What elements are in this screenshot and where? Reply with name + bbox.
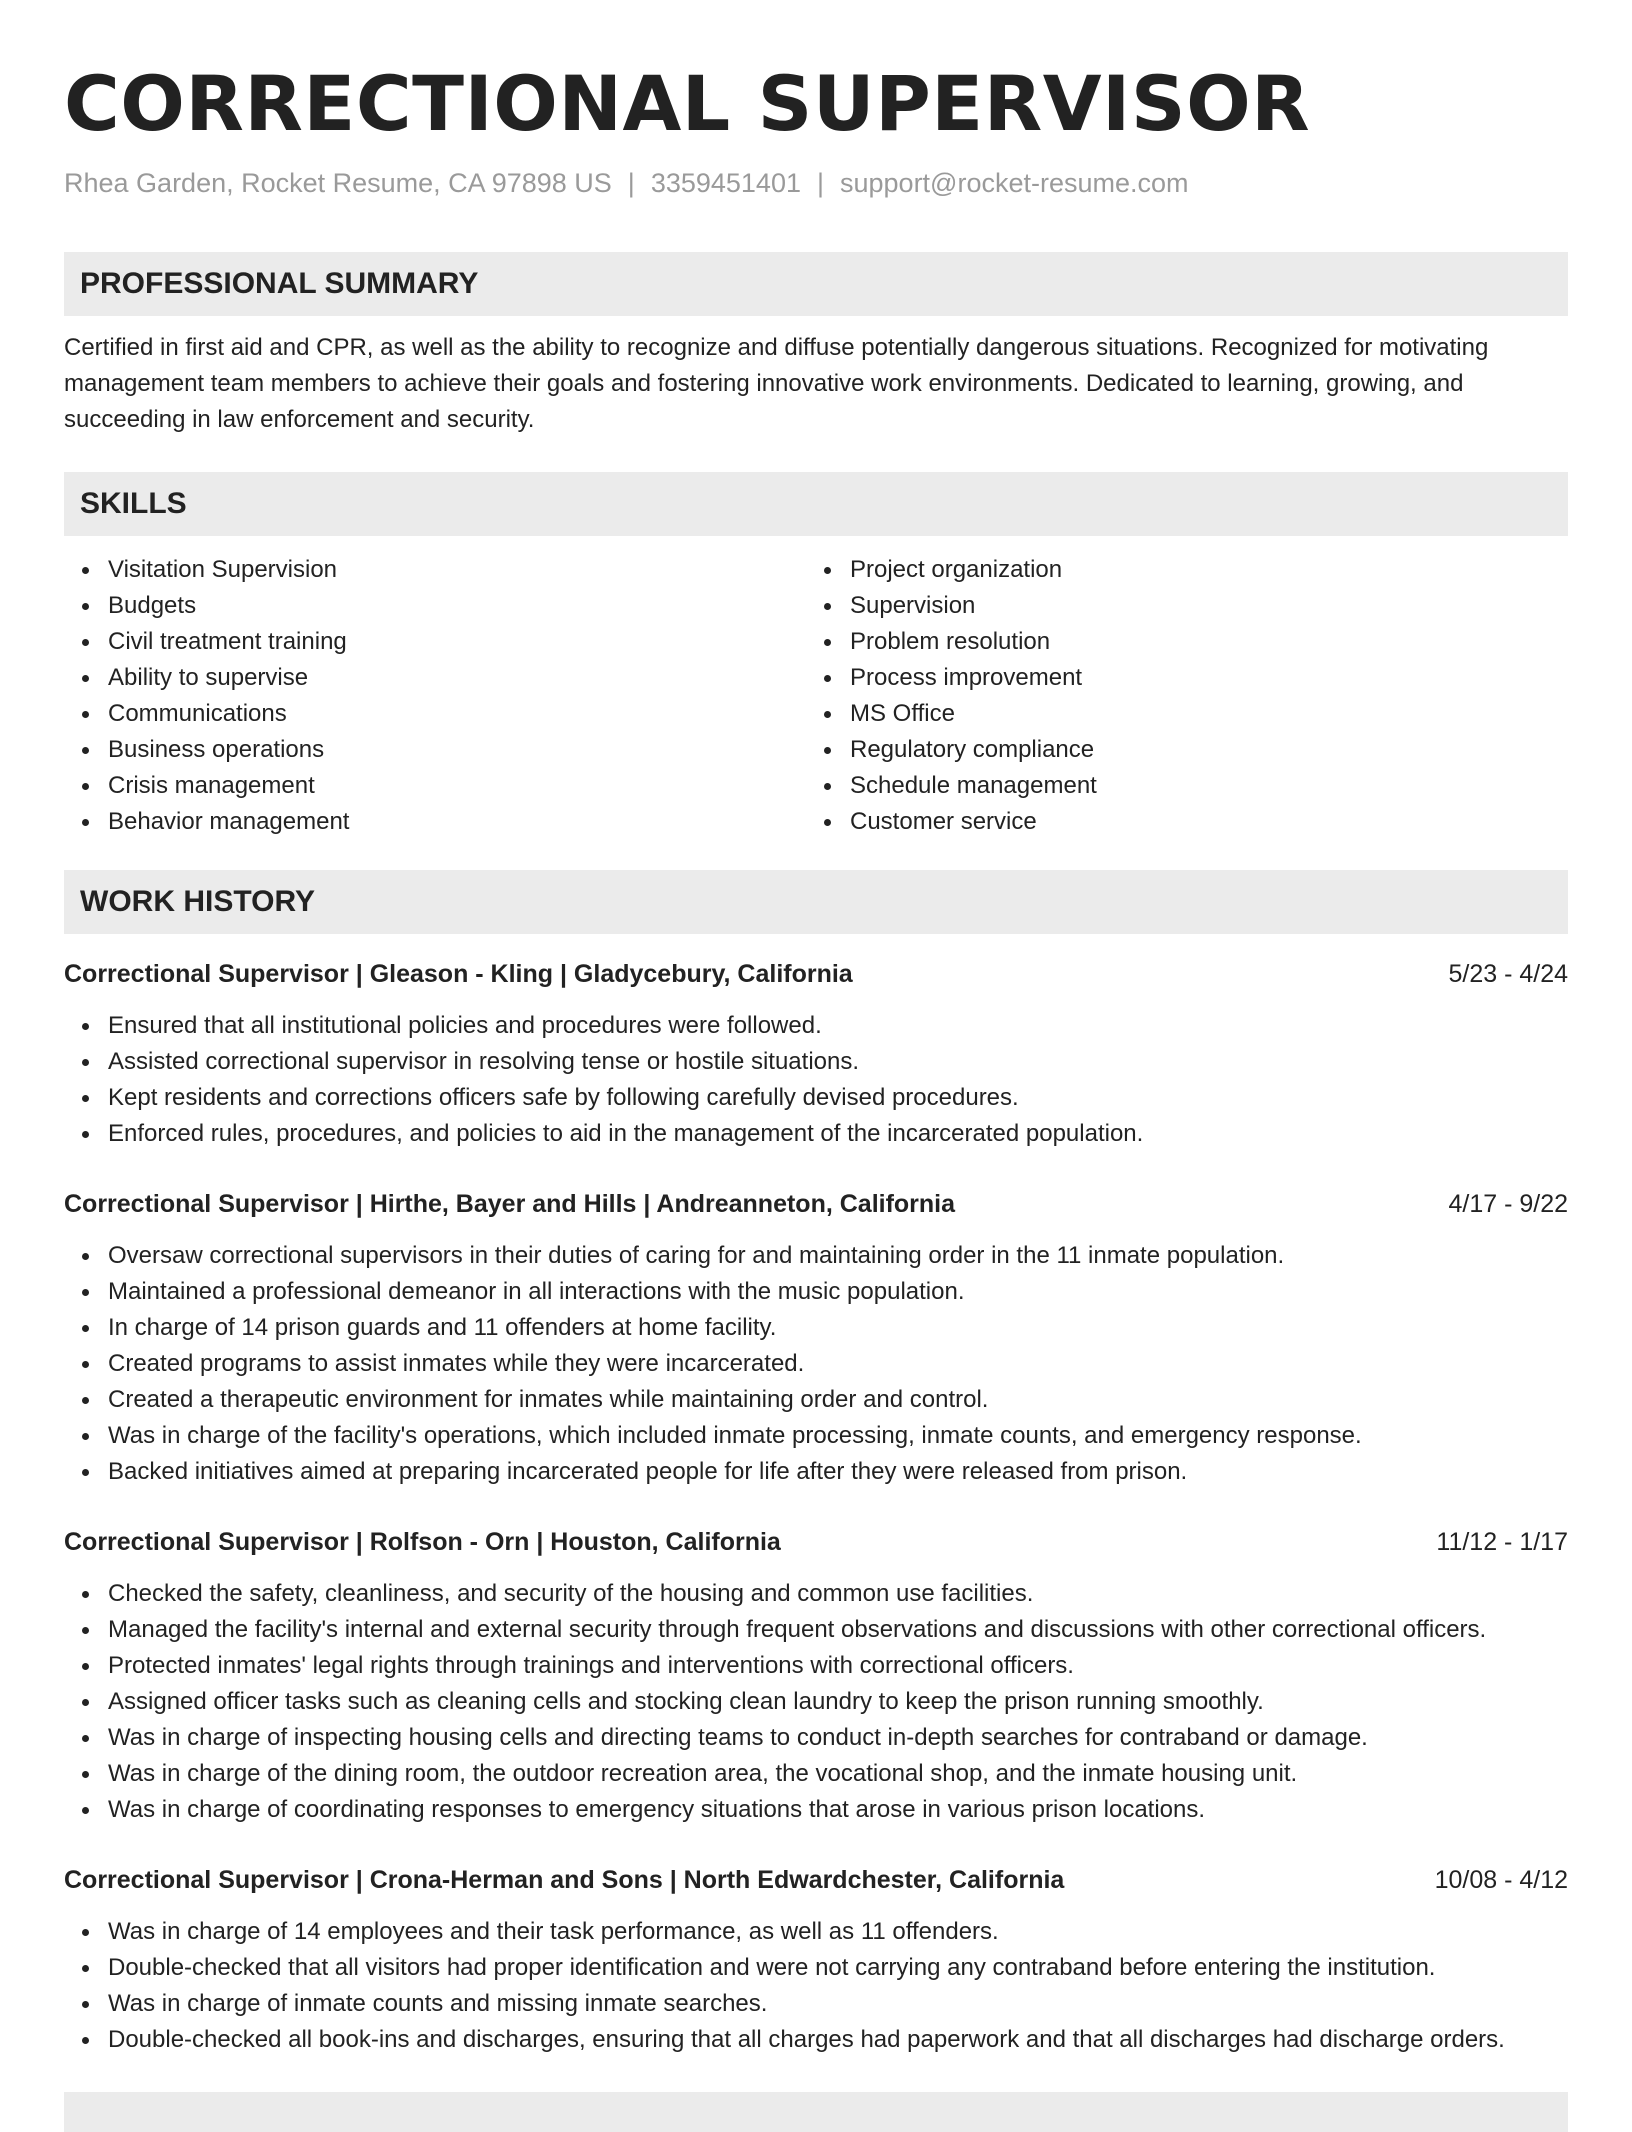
job-header [64,1186,1568,1222]
job-entry [64,1186,1568,1490]
job-header [64,1524,1568,1560]
job-duty-item: Protected inmates' legal rights through trainings and interventions with correctional officers. [108,1648,1568,1684]
job-duty-item: In charge of 14 prison guards and 11 offenders at home facility. [108,1310,1568,1346]
job-duties [64,1914,1568,2058]
skill-item: Regulatory compliance [850,732,1548,768]
job-duty-item: Enforced rules, procedures, and policies to aid in the management of the incarcerated population. [108,1116,1568,1152]
skill-item: Behavior management [108,804,806,840]
job-duty-item: Was in charge of 14 employees and their task performance, as well as 11 offenders. [108,1914,1568,1950]
job-duties [64,1576,1568,1828]
skill-item: Supervision [850,588,1548,624]
job-duty-item: Was in charge of inmate counts and missing inmate searches. [108,1986,1568,2022]
job-duty-item: Double-checked all book-ins and discharges, ensuring that all charges had paperwork and that all discharges had discharge orders. [108,2022,1568,2058]
work-history-list [64,956,1568,2058]
summary-text: Certified in first aid and CPR, as well as the ability to recognize and diffuse potentially dangerous situations. Recognized for motivating management team members to achieve their goals and fostering innovative work environments. Dedicated to learning, growing, and succeeding in law enforcement and security. [64,334,1489,433]
contact-separator: | [627,168,635,198]
skill-item: Business operations [108,732,806,768]
skill-item: Process improvement [850,660,1548,696]
job-duty-item: Created programs to assist inmates while they were incarcerated. [108,1346,1568,1382]
job-title: Correctional Supervisor | Hirthe, Bayer and Hills | Andreanneton, California [64,1190,956,1218]
contact-email[interactable]: support@rocket-resume.com [840,168,1189,198]
job-duty-item: Was in charge of coordinating responses to emergency situations that arose in various prison locations. [108,1792,1568,1828]
skill-item: Project organization [850,552,1548,588]
job-title: Correctional Supervisor | Crona-Herman and Sons | North Edwardchester, California [64,1866,1065,1894]
job-duties [64,1238,1568,1490]
job-dates: 11/12 - 1/17 [1436,1528,1568,1556]
job-header [64,1862,1568,1898]
contact-phone: 3359451401 [650,168,801,198]
job-duty-item: Assigned officer tasks such as cleaning cells and stocking clean laundry to keep the prison running smoothly. [108,1684,1568,1720]
job-dates: 5/23 - 4/24 [1448,960,1568,988]
job-duty-item: Checked the safety, cleanliness, and security of the housing and common use facilities. [108,1576,1568,1612]
job-dates: 10/08 - 4/12 [1434,1866,1568,1894]
job-duty-item: Created a therapeutic environment for inmates while maintaining order and control. [108,1382,1568,1418]
job-duty-item: Double-checked that all visitors had proper identification and were not carrying any contraband before entering the institution. [108,1950,1568,1986]
job-entry [64,956,1568,1152]
job-duty-item: Backed initiatives aimed at preparing incarcerated people for life after they were released from prison. [108,1454,1568,1490]
skill-item: Civil treatment training [108,624,806,660]
skill-item: Communications [108,696,806,732]
job-title: Correctional Supervisor | Rolfson - Orn | Houston, California [64,1528,781,1556]
skills-column-right [806,552,1548,840]
contact-address: Rhea Garden, Rocket Resume, CA 97898 US [64,168,612,198]
job-duty-item: Managed the facility's internal and external security through frequent observations and discussions with other correctional officers. [108,1612,1568,1648]
job-duty-item: Was in charge of the facility's operations, which included inmate processing, inmate counts, and emergency response. [108,1418,1568,1454]
contact-line [64,166,1568,200]
job-duty-item: Assisted correctional supervisor in resolving tense or hostile situations. [108,1044,1568,1080]
skills-heading: SKILLS [64,472,1568,536]
job-duties [64,1008,1568,1152]
skill-item: Crisis management [108,768,806,804]
skills-column-left [64,552,806,840]
job-duty-item: Maintained a professional demeanor in all interactions with the music population. [108,1274,1568,1310]
skill-item: Ability to supervise [108,660,806,696]
job-title: Correctional Supervisor | Gleason - Kling | Gladycebury, California [64,960,853,988]
skill-item: MS Office [850,696,1548,732]
job-entry [64,1524,1568,1828]
skill-item: Customer service [850,804,1548,840]
skill-item: Schedule management [850,768,1548,804]
job-header [64,956,1568,992]
job-duty-item: Oversaw correctional supervisors in their duties of caring for and maintaining order in the 11 inmate population. [108,1238,1568,1274]
job-duty-item: Was in charge of the dining room, the outdoor recreation area, the vocational shop, and the inmate housing unit. [108,1756,1568,1792]
job-duty-item: Ensured that all institutional policies and procedures were followed. [108,1008,1568,1044]
skill-item: Problem resolution [850,624,1548,660]
work-history-heading: WORK HISTORY [64,870,1568,934]
job-entry [64,1862,1568,2058]
job-duty-item: Was in charge of inspecting housing cells and directing teams to conduct in-depth searches for contraband or damage. [108,1720,1568,1756]
summary-heading: PROFESSIONAL SUMMARY [64,252,1568,316]
job-dates: 4/17 - 9/22 [1448,1190,1568,1218]
skill-item: Budgets [108,588,806,624]
resume-name: CORRECTIONAL SUPERVISOR [64,59,1311,148]
contact-separator: | [816,168,824,198]
next-section-heading [64,2092,1568,2132]
skills-list [64,552,1568,840]
resume-page [64,0,1568,2132]
job-duty-item: Kept residents and corrections officers safe by following carefully devised procedures. [108,1080,1568,1116]
skill-item: Visitation Supervision [108,552,806,588]
